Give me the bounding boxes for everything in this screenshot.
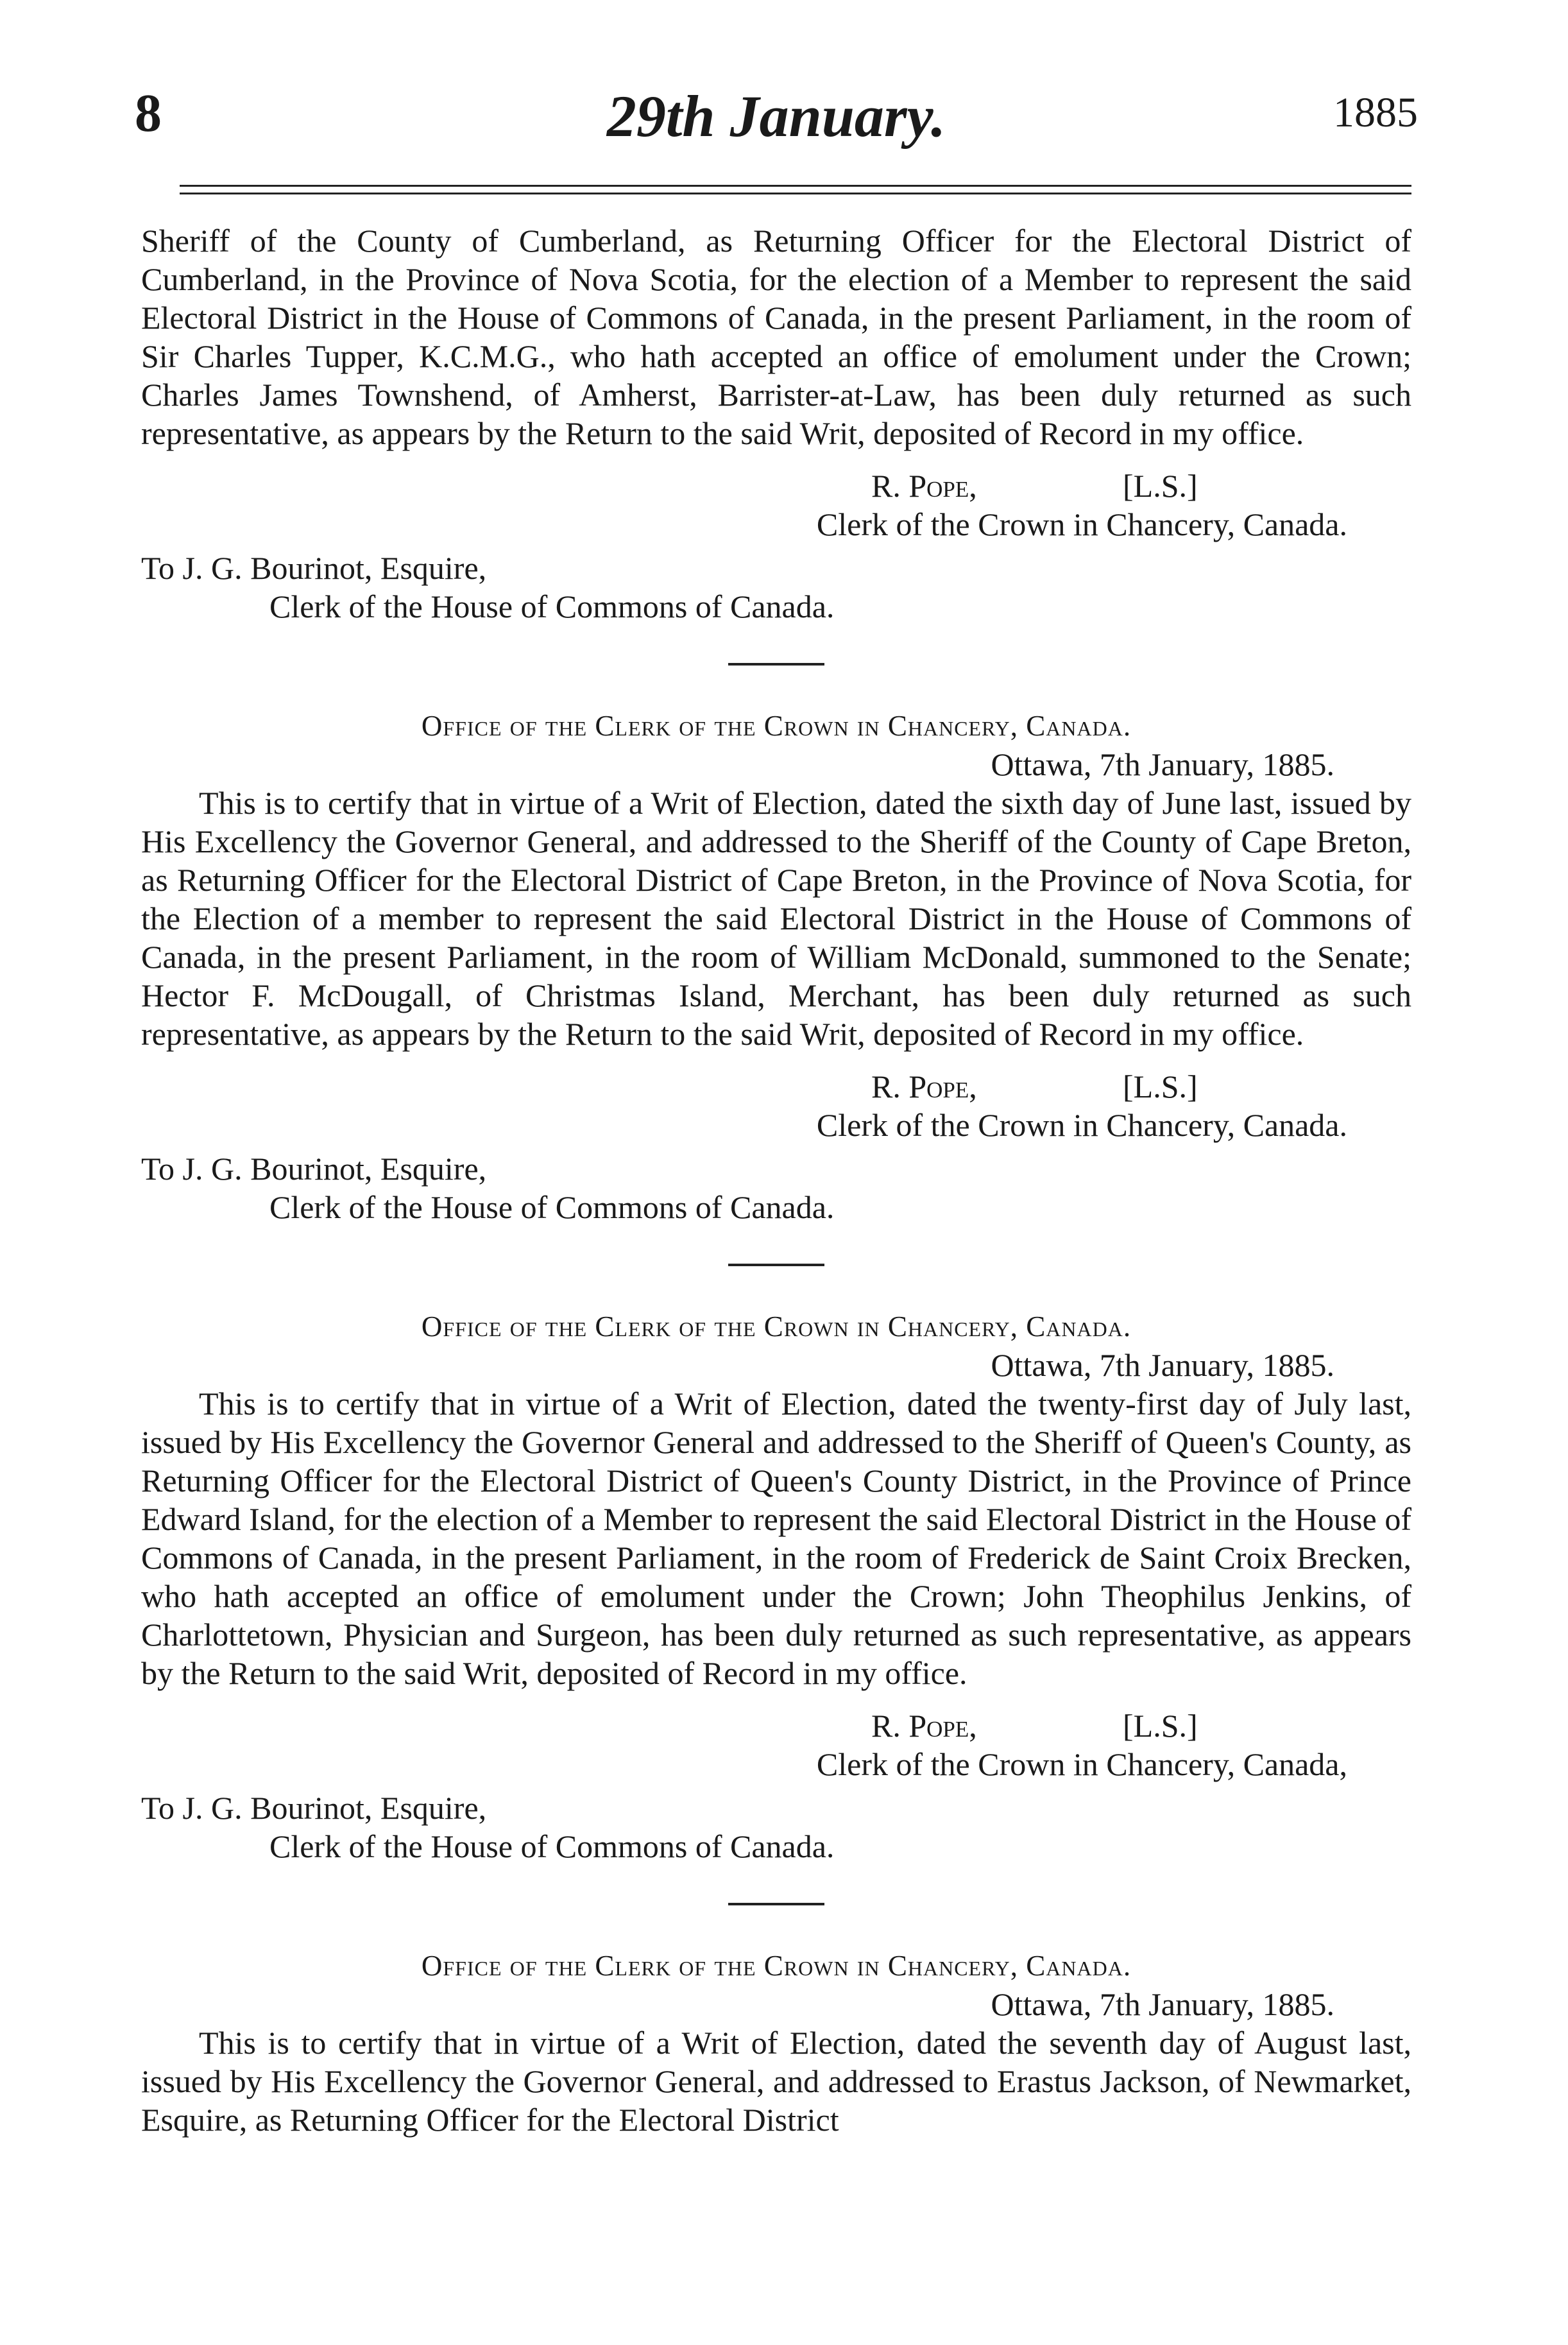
office-heading: Office of the Clerk of the Crown in Chancery, Canada. xyxy=(421,1950,1132,1982)
notice-3-signature xyxy=(141,1706,1411,1745)
notice-3-body: This is to certify that in virtue of a Writ of Election, dated the twenty-first day of July last, issued by His Excellency the Governor General and addressed to the Sheriff of Queen's County, as Returning Officer for the Electoral District of Queen's County District, in the Province of Prince Edward Island, for the election of a Member to represent the said Electoral District in the House of Commons of Canada, in the present Parliament, in the room of Frederick de Saint Croix Brecken, who hath accepted an office of emolument under the Crown; John Theophilus Jenkins, of Charlottetown, Physician and Surgeon, has been duly returned as such representative, as appears by the Return to the said Writ, deposited of Record in my office. xyxy=(141,1386,1411,1691)
notice-2-body: This is to certify that in virtue of a Writ of Election, dated the sixth day of June last, issued by His Excellency the Governor General, and addressed to the Sheriff of the County of Cape Breton, as Returning Officer for the Electoral District of Cape Breton, in the Province of Nova Scotia, for the Election of a member to represent the said Electoral District in the House of Commons of Canada, in the present Parliament, in the room of William McDonald, summoned to the Senate; Hector F. McDougall, of Christmas Island, Merchant, has been duly returned as such representative, as appears by the Return to the said Writ, deposited of Record in my office. xyxy=(141,785,1411,1052)
signatory-name: R. Pope, xyxy=(871,1708,977,1744)
addressee-role: Clerk of the House of Commons of Canada. xyxy=(269,1189,835,1225)
signatory-name: R. Pope, xyxy=(871,1069,977,1104)
section-divider xyxy=(728,1903,824,1905)
addressee-line: To J. G. Bourinot, Esquire, xyxy=(141,1790,487,1826)
addressee-role: Clerk of the House of Commons of Canada. xyxy=(269,1828,835,1864)
addressee-line: To J. G. Bourinot, Esquire, xyxy=(141,1151,487,1187)
section-divider xyxy=(728,1264,824,1266)
page-year: 1885 xyxy=(1333,89,1418,136)
page-number: 8 xyxy=(135,83,162,143)
running-head xyxy=(135,82,1418,159)
dateline: Ottawa, 7th January, 1885. xyxy=(991,1347,1334,1383)
notice-4-body: This is to certify that in virtue of a Writ of Election, dated the seventh day of August last, issued by His Excellency the Governor General, and addressed to Erastus Jackson, of Newmarket, Esquire, as Returning Officer for the Electoral District xyxy=(141,2025,1411,2138)
notice-1-signature xyxy=(141,467,1411,505)
seal-mark: [L.S.] xyxy=(1123,468,1198,504)
dateline: Ottawa, 7th January, 1885. xyxy=(991,746,1334,782)
seal-mark: [L.S.] xyxy=(1123,1708,1198,1744)
signatory-title: Clerk of the Crown in Chancery, Canada. xyxy=(816,1107,1347,1143)
notice-1-body: Sheriff of the County of Cumberland, as Returning Officer for the Electoral District of Cumberland, in the Province of Nova Scotia, for the election of a Member to represent the said Electoral District in the House of Commons of Canada, in the present Parliament, in the room of Sir Charles Tupper, K.C.M.G., who hath accepted an office of emolument under the Crown; Charles James Townshend, of Amherst, Barrister-at-Law, has been duly returned as such representative, as appears by the Return to the said Writ, deposited of Record in my office. xyxy=(141,223,1411,451)
office-heading: Office of the Clerk of the Crown in Chancery, Canada. xyxy=(421,1310,1132,1343)
addressee-role: Clerk of the House of Commons of Canada. xyxy=(269,588,835,624)
page-content xyxy=(141,221,1411,2139)
seal-mark: [L.S.] xyxy=(1123,1069,1198,1104)
signatory-title: Clerk of the Crown in Chancery, Canada. xyxy=(816,506,1347,542)
page-date: 29th January. xyxy=(606,83,946,149)
office-heading: Office of the Clerk of the Crown in Chancery, Canada. xyxy=(421,710,1132,742)
section-divider xyxy=(728,663,824,666)
signatory-name: R. Pope, xyxy=(871,468,977,504)
addressee-line: To J. G. Bourinot, Esquire, xyxy=(141,550,487,586)
header-double-rule xyxy=(180,185,1411,194)
dateline: Ottawa, 7th January, 1885. xyxy=(991,1986,1334,2022)
signatory-title: Clerk of the Crown in Chancery, Canada, xyxy=(816,1746,1347,1782)
notice-2-signature xyxy=(141,1067,1411,1106)
